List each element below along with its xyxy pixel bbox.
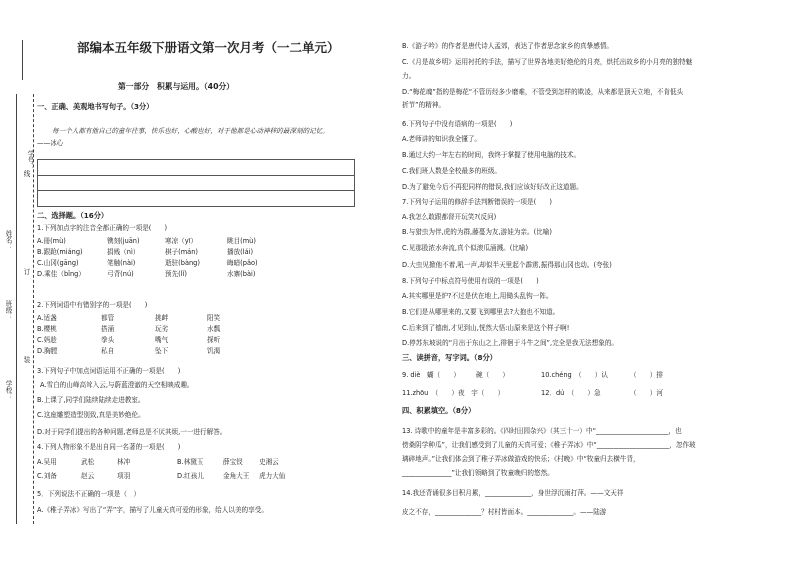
- margin-label-class: 班级：: [4, 300, 12, 320]
- section3-header: 三、读拼音，写字词。（8分）: [402, 353, 497, 362]
- section2-header: 二、选择题。（16分）: [37, 211, 109, 220]
- q1-opt-d3: 预先(lǐ): [165, 270, 187, 278]
- writing-line-2: [38, 190, 354, 191]
- q5-opt-d-line1: D.“梅花魂”指的是梅花“不管历经多少磨难，不管受到怎样的欺凌，从来都是顶天立地，不肯低头: [402, 88, 684, 96]
- q2-opt-c4: 探听: [207, 336, 221, 344]
- q1-opt-d4: 水寨(bài): [227, 270, 256, 278]
- q2-opt-d3: 坠下: [155, 347, 169, 355]
- margin-label-name: 姓名：: [4, 230, 12, 250]
- q1-opt-b2: 捐贱（nì）: [107, 248, 140, 256]
- q4-opt-1: A.吴用: [37, 458, 57, 466]
- q4-opt-5: 薛宝钗: [223, 458, 243, 466]
- q4-opt-2: 武松: [81, 458, 95, 466]
- q2-opt-d4: 饥渴: [207, 347, 221, 355]
- q1-opt-c4: 晦暗(pǎo): [227, 259, 258, 267]
- q2-opt-b1: B.樱桃: [37, 325, 57, 333]
- q1-opt-a1: A.冊(mù): [37, 237, 66, 245]
- question-3: 3.下列句子中加点词语运用不正确的一项是( ): [37, 367, 181, 375]
- section1-header: 一、正确、美观地书写句子。（3分）: [37, 102, 154, 111]
- pinyin-10a: 10.chéng （ ）认: [541, 371, 608, 379]
- q2-opt-a1: A.适盏: [37, 314, 57, 322]
- q1-opt-a2: 镌刻(juān): [107, 237, 140, 245]
- pinyin-12b: （ ）河: [630, 389, 663, 397]
- q2-opt-d2: 私自: [101, 347, 115, 355]
- q5-opt-b: B.《游子吟》的作者是唐代诗人孟郊，表达了作者思念家乡的真挚感情。: [402, 42, 614, 50]
- seal-char-ding: 订: [22, 268, 30, 275]
- q13-line1: 13. 诗歌中的童年是丰富多彩的。《四时田园杂兴》（其三十一）中“______________________，也: [402, 427, 682, 435]
- binding-line-left: [16, 94, 17, 524]
- q13-line2: 傍桑阴学种瓜”，让我们感受到了儿童的天真可爱；《稚子弄冰》中“______________________，忽作玻: [402, 441, 696, 449]
- q4-opt-10: D.红孩儿: [177, 472, 204, 480]
- q1-opt-b1: B.跟跄(miáng): [37, 248, 83, 256]
- section4-header: 四、积累填空。（8分）: [402, 406, 476, 415]
- q2-options: [37, 314, 257, 355]
- q1-options: [37, 237, 287, 278]
- q1-opt-b3: 棋子(mán): [165, 248, 198, 256]
- q2-opt-a3: 挑衅: [155, 314, 169, 322]
- q4-opt-12: 虎力大仙: [259, 472, 286, 480]
- q13-line4: _______________”让我们领略到了牧童晚归的悠然。: [402, 469, 554, 477]
- question-4: 4.下列人物形象不是出自同一名著的一项是( ): [37, 443, 181, 451]
- pinyin-12a: 12．dú （ ）急: [541, 389, 601, 397]
- q1-opt-a3: 寒凉（yī）: [165, 237, 198, 245]
- q2-opt-c1: C.妈趁: [37, 336, 57, 344]
- id-fill-line: [22, 40, 23, 80]
- part1-title: 第一部分 积累与运用。（40分）: [118, 82, 235, 91]
- q1-opt-c1: C.山冈(gāng): [37, 259, 79, 267]
- pinyin-10b: （ ）排: [630, 371, 663, 379]
- seal-char-xian: 线: [22, 170, 30, 177]
- q1-opt-b4: 播放(lái): [227, 248, 254, 256]
- exam-title: 部编本五年级下册语文第一次月考（一二单元）: [77, 40, 340, 55]
- q5-opt-c-line1: C.《月是故乡明》运用衬托的手法，描写了世界各地美好绝伦的月亮，烘托出故乡的小月亮的独特魅: [402, 58, 693, 66]
- q5-opt-c-line2: 力。: [402, 72, 416, 80]
- q6-opt-b: B.通过大约一年左右的时间，我终于掌握了使用电脑的技术。: [402, 151, 581, 159]
- q3-opt-d: D.对于同学们提出的各种问题,老师总是不厌其烦,一一进行解答。: [37, 428, 227, 436]
- quote-author: ——冰心: [37, 139, 64, 147]
- q4-opt-3: 林冲: [117, 458, 131, 466]
- margin-label-school: 学校：: [4, 380, 12, 400]
- q1-opt-c3: 逝驻(bàng): [165, 259, 200, 267]
- q8-opt-a: A.其实哪里是炉?不过是伏在地上,用锄头乱钩一阵。: [402, 292, 553, 300]
- q14-line1: 14.我还背诵很多目积月累，______________，身世浮沉雨打萍。——文天祥: [402, 489, 624, 497]
- margin-label-id: 学号：: [26, 150, 34, 170]
- pinyin-9a: 9. diè 蝴（ ）: [402, 371, 461, 379]
- q2-opt-a4: 阳笑: [207, 314, 221, 322]
- pinyin-9b: 碗（ ）: [476, 371, 509, 379]
- q8-opt-b: B.它们是从哪里来的,又要飞到哪里去?大抱也不知道。: [402, 308, 560, 316]
- q6-opt-d: D.为了避免今后不再犯同样的错误,我们应该好好改正这道题。: [402, 183, 583, 191]
- q5-opt-a: A.《稚子弄冰》写出了“弄”字，描写了儿童天真可爱的形象，给人以美的享受。: [37, 506, 268, 514]
- copy-quote: 每一个人都有他自己的童年往事，快乐也好，心酸也好，对于他都是心动神移的最深刻的记忆。: [52, 127, 329, 135]
- q5-opt-d-line2: 折节”的精神。: [402, 101, 445, 109]
- q4-opt-4: B.林黛玉: [177, 458, 204, 466]
- q2-opt-c3: 嘴气: [155, 336, 169, 344]
- q2-opt-a2: 都管: [101, 314, 115, 322]
- q8-opt-c: C.后来到了德南,才见到山,恍然大悟:山原来是这个样子啊!: [402, 324, 570, 332]
- pinyin-11: 11.zhōu （ ）夜 宇（ ）: [402, 389, 505, 397]
- q2-opt-b3: 玩劣: [155, 325, 169, 333]
- q4-opt-8: 赵云: [81, 472, 95, 480]
- q2-opt-d1: D.胸膛: [37, 347, 58, 355]
- question-8: 8.下列句子中标点符号使用有误的一项是( ): [402, 277, 539, 285]
- q6-opt-c: C.我们班人数是全校最多的班级。: [402, 167, 502, 175]
- q13-line3: 璃碎地声。”让我们体会到了稚子弄冰做游戏的快乐；《村晚》中“牧童归去横牛背，: [402, 455, 640, 463]
- q3-opt-c: C.这座雕塑造型别致,真是美妙绝伦。: [37, 411, 145, 419]
- q4-opt-7: C.刘备: [37, 472, 57, 480]
- q1-opt-c2: 笔触(nài): [107, 259, 136, 267]
- question-2: 2.下列词语中有错别字的一项是( ): [37, 301, 148, 309]
- q2-opt-b2: 搭涌: [101, 325, 115, 333]
- q1-opt-d1: D.乘佳（bǐng）: [37, 270, 85, 278]
- q3-opt-a: A.雪白的山峰高耸入云,与蔚蓝澄澈的天空相映成趣。: [40, 381, 194, 389]
- q4-opt-11: 金角大王: [223, 472, 250, 480]
- q7-opt-b: B.与猎虫为伴,虎的为群,藤蔓为友,游娃为亲。(比喻): [402, 228, 552, 236]
- q4-opt-9: 项羽: [117, 472, 131, 480]
- q3-opt-b: B.上课了,同学们陆续陆续走进教室。: [37, 396, 145, 404]
- question-1: 1.下列加点字的注音全都正确的一项是( ): [37, 224, 168, 232]
- q4-options: [37, 458, 309, 480]
- seal-char-zhuang: 装: [22, 356, 30, 363]
- question-5: 5．下列说法不正确的一项是（ ）: [37, 490, 141, 498]
- q8-opt-d: D.停苏东坡说的“月出于东山之上,徘徊于斗牛之间”,完全是我无法想象的。: [402, 339, 619, 347]
- q7-opt-c: C.见那股浓水奔流,真个似滚瓜涌溅。(比喻): [402, 244, 529, 252]
- q2-opt-b4: 水瓢: [207, 325, 221, 333]
- writing-line-1: [38, 175, 354, 176]
- q4-opt-6: 史湘云: [259, 458, 279, 466]
- q1-opt-a4: 眺目(mù): [227, 237, 256, 245]
- question-6: 6.下列句子中没有语病的一项是( ): [402, 120, 513, 128]
- q7-opt-d: D.大虫见掀他不着,吼一声,却似半天里起个霹雳,振得那山冈也动。(夸张): [402, 261, 612, 269]
- q2-opt-c2: 拳头: [101, 336, 115, 344]
- question-7: 7.下列句子运用的修辞手法判断错误的一项是( ): [402, 198, 552, 206]
- writing-box[interactable]: [37, 159, 355, 207]
- q14-line2: 皮之不存，______________？村村皆面本。______________。——陆游: [402, 508, 607, 516]
- q7-opt-a: A.我怎么敢跟都督开玩笑?(反问): [402, 213, 497, 221]
- q6-opt-a: A.老师讲的知识我全懂了。: [402, 135, 482, 143]
- q1-opt-d2: 弓背(nú): [107, 270, 134, 278]
